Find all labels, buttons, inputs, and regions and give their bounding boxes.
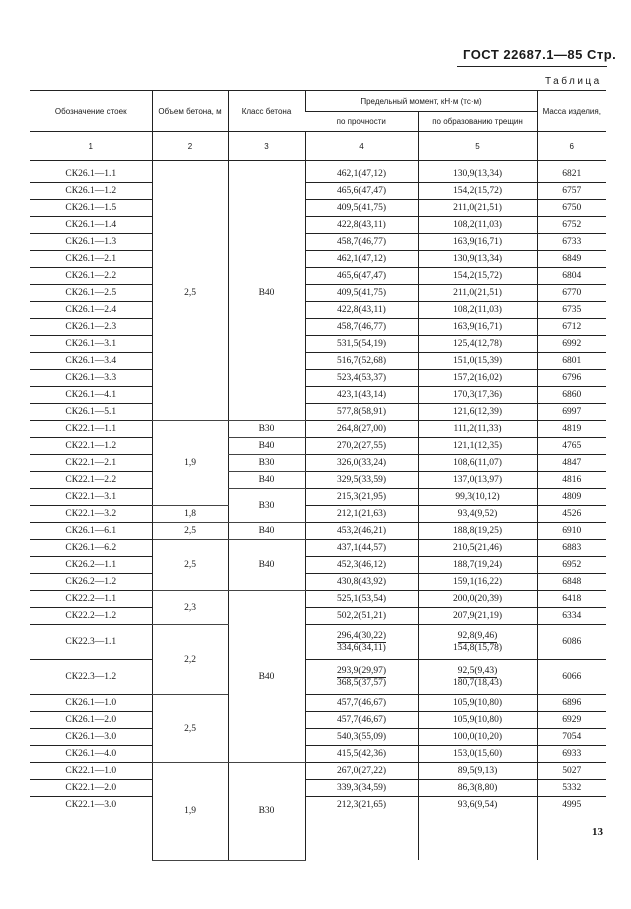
table-row bbox=[30, 780, 606, 797]
crack-moment-cell: 137,0(13,97) bbox=[418, 472, 537, 489]
crack-moment-cell: 111,2(11,33) bbox=[418, 421, 537, 438]
table-row bbox=[30, 574, 606, 591]
table-row bbox=[30, 200, 606, 217]
table-row bbox=[30, 251, 606, 268]
strength-moment-cell: 267,0(27,22) bbox=[305, 763, 418, 780]
strength-moment-cell: 462,1(47,12) bbox=[305, 251, 418, 268]
crack-moment-cell: 100,0(10,20) bbox=[418, 729, 537, 746]
strength-moment-cell: 465,6(47,47) bbox=[305, 268, 418, 285]
crack-moment-cell: 170,3(17,36) bbox=[418, 387, 537, 404]
designation-cell: СК26.1—1.2 bbox=[30, 183, 152, 200]
designation-cell: СК26.1—5.1 bbox=[30, 404, 152, 421]
designation-cell: СК26.1—3.0 bbox=[30, 729, 152, 746]
crack-moment-cell: 211,0(21,51) bbox=[418, 285, 537, 302]
strength-moment-cell bbox=[305, 625, 418, 660]
strength-moment-cell: 458,7(46,77) bbox=[305, 234, 418, 251]
column-number: 4 bbox=[305, 132, 418, 161]
header-mass: Масса изделия, bbox=[537, 91, 606, 132]
crack-moment-cell: 188,7(19,24) bbox=[418, 557, 537, 574]
crack-moment-cell: 188,8(19,25) bbox=[418, 523, 537, 540]
strength-moment-cell: 415,5(42,36) bbox=[305, 746, 418, 763]
strength-moment-cell: 270,2(27,55) bbox=[305, 438, 418, 455]
strength-moment-cell: 437,1(44,57) bbox=[305, 540, 418, 557]
mass-cell: 4526 bbox=[537, 506, 606, 523]
table-row bbox=[30, 729, 606, 746]
mass-cell: 7054 bbox=[537, 729, 606, 746]
designation-cell: СК22.3—1.1 bbox=[30, 625, 152, 660]
strength-moment-cell: 523,4(53,37) bbox=[305, 370, 418, 387]
page-number: 13 bbox=[592, 826, 603, 838]
crack-moment-cell: 93,4(9,52) bbox=[418, 506, 537, 523]
mass-cell: 6733 bbox=[537, 234, 606, 251]
table-row bbox=[30, 695, 606, 712]
strength-moment-cell: 326,0(33,24) bbox=[305, 455, 418, 472]
designation-cell: СК22.1—1.0 bbox=[30, 763, 152, 780]
designation-cell: СК26.2—1.1 bbox=[30, 557, 152, 574]
crack-moment-cell: 154,2(15,72) bbox=[418, 183, 537, 200]
volume-cell: 1,8 bbox=[152, 506, 228, 523]
mass-cell: 6997 bbox=[537, 404, 606, 421]
mass-cell: 6418 bbox=[537, 591, 606, 608]
strength-moment-cell: 453,2(46,21) bbox=[305, 523, 418, 540]
crack-moment-cell: 211,0(21,51) bbox=[418, 200, 537, 217]
header-crack: по образованию трещин bbox=[418, 112, 537, 132]
crack-moment-cell: 157,2(16,02) bbox=[418, 370, 537, 387]
table-row bbox=[30, 319, 606, 336]
table-body bbox=[30, 161, 606, 861]
crack-moment-cell: 121,1(12,35) bbox=[418, 438, 537, 455]
table-row bbox=[30, 183, 606, 200]
crack-moment-cell: 108,2(11,03) bbox=[418, 217, 537, 234]
volume-cell: 1,9 bbox=[152, 763, 228, 861]
mass-cell: 6712 bbox=[537, 319, 606, 336]
mass-cell: 4995 bbox=[537, 797, 606, 861]
designation-cell: СК22.1—3.0 bbox=[65, 800, 117, 810]
strength-moment-cell: 212,1(21,63) bbox=[305, 506, 418, 523]
crack-moment-cell: 108,6(11,07) bbox=[418, 455, 537, 472]
volume-cell: 2,3 bbox=[152, 591, 228, 625]
table-row bbox=[30, 660, 606, 695]
crack-moment-cell: 200,0(20,39) bbox=[418, 591, 537, 608]
strength-moment-cell: 423,1(43,14) bbox=[305, 387, 418, 404]
class-cell: В40 bbox=[228, 161, 305, 421]
crack-moment-cell: 153,0(15,60) bbox=[418, 746, 537, 763]
mass-cell: 4809 bbox=[537, 489, 606, 506]
table-row bbox=[30, 336, 606, 353]
strength-moment-cell: 329,5(33,59) bbox=[305, 472, 418, 489]
designation-cell: СК26.1—1.3 bbox=[30, 234, 152, 251]
mass-cell: 6849 bbox=[537, 251, 606, 268]
strength-moment-cell: 502,2(51,21) bbox=[305, 608, 418, 625]
crack-moment-cell: 210,5(21,46) bbox=[418, 540, 537, 557]
table-row bbox=[30, 404, 606, 421]
mass-cell: 6848 bbox=[537, 574, 606, 591]
mass-cell: 6334 bbox=[537, 608, 606, 625]
designation-cell: СК26.1—1.1 bbox=[30, 161, 152, 183]
crack-moment-cell: 93,6(9,54) bbox=[418, 797, 537, 861]
crack-moment-cell: 154,2(15,72) bbox=[418, 268, 537, 285]
table-row bbox=[30, 302, 606, 319]
table-row bbox=[30, 608, 606, 625]
table-row bbox=[30, 421, 606, 438]
table-row bbox=[30, 763, 606, 780]
designation-cell: СК26.1—1.4 bbox=[30, 217, 152, 234]
standard-header: ГОСТ 22687.1—85 Стр. bbox=[463, 47, 617, 62]
crack-moment-cell: 130,9(13,34) bbox=[418, 161, 537, 183]
mass-cell: 4847 bbox=[537, 455, 606, 472]
mass-cell: 6796 bbox=[537, 370, 606, 387]
strength-moment-cell: 264,8(27,00) bbox=[305, 421, 418, 438]
header-moment: Предельный момент, кН·м (тс·м) bbox=[305, 91, 537, 112]
mass-cell: 4816 bbox=[537, 472, 606, 489]
volume-cell: 2,5 bbox=[152, 161, 228, 421]
crack-moment-cell: 130,9(13,34) bbox=[418, 251, 537, 268]
table-row bbox=[30, 455, 606, 472]
class-cell: В40 bbox=[228, 472, 305, 489]
mass-cell: 6821 bbox=[537, 161, 606, 183]
crack-moment-cell: 86,3(8,80) bbox=[418, 780, 537, 797]
mass-cell: 4819 bbox=[537, 421, 606, 438]
table-row bbox=[30, 506, 606, 523]
strength-moment-cell: 422,8(43,11) bbox=[305, 302, 418, 319]
mass-cell: 6801 bbox=[537, 353, 606, 370]
strength-moment-cell bbox=[305, 660, 418, 695]
mass-cell: 6896 bbox=[537, 695, 606, 712]
designation-cell: СК26.1—4.0 bbox=[30, 746, 152, 763]
crack-moment-cell: 99,3(10,12) bbox=[418, 489, 537, 506]
designation-cell: СК26.2—1.2 bbox=[30, 574, 152, 591]
volume-cell: 2,2 bbox=[152, 625, 228, 695]
table-row bbox=[30, 557, 606, 574]
table-row bbox=[30, 370, 606, 387]
table-label: Таблица bbox=[545, 76, 602, 87]
designation-cell: СК26.1—4.1 bbox=[30, 387, 152, 404]
strength-moment-value: 293,9(29,97) bbox=[336, 665, 387, 676]
designation-cell: СК26.1—2.3 bbox=[30, 319, 152, 336]
designation-cell: СК22.1—1.2 bbox=[30, 438, 152, 455]
mass-cell: 6860 bbox=[537, 387, 606, 404]
class-cell: В30 bbox=[228, 421, 305, 438]
table-row bbox=[30, 217, 606, 234]
table-row bbox=[30, 797, 606, 861]
mass-cell: 6952 bbox=[537, 557, 606, 574]
mass-cell: 6992 bbox=[537, 336, 606, 353]
designation-cell: СК26.1—3.1 bbox=[30, 336, 152, 353]
designation-cell: СК22.1—2.0 bbox=[30, 780, 152, 797]
crack-moment-cell: 151,0(15,39) bbox=[418, 353, 537, 370]
crack-moment-value: 92,5(9,43) bbox=[457, 665, 498, 676]
crack-moment-value: 154,8(15,78) bbox=[452, 642, 503, 653]
strength-moment-cell: 462,1(47,12) bbox=[305, 161, 418, 183]
designation-cell: СК26.1—2.5 bbox=[30, 285, 152, 302]
mass-cell: 6757 bbox=[537, 183, 606, 200]
designation-cell: СК26.1—2.4 bbox=[30, 302, 152, 319]
table-row bbox=[30, 746, 606, 763]
designation-cell: СК26.1—2.0 bbox=[30, 712, 152, 729]
column-number: 3 bbox=[228, 132, 305, 161]
designation-cell: СК22.1—3.1 bbox=[30, 489, 152, 506]
mass-cell: 6910 bbox=[537, 523, 606, 540]
strength-moment-cell: 457,7(46,67) bbox=[305, 712, 418, 729]
table-row bbox=[30, 591, 606, 608]
column-number: 2 bbox=[152, 132, 228, 161]
mass-cell: 6752 bbox=[537, 217, 606, 234]
table-row bbox=[30, 268, 606, 285]
mass-cell: 6933 bbox=[537, 746, 606, 763]
volume-cell: 2,5 bbox=[152, 540, 228, 591]
crack-moment-cell bbox=[418, 625, 537, 660]
volume-cell: 2,5 bbox=[152, 695, 228, 763]
strength-moment-cell: 422,8(43,11) bbox=[305, 217, 418, 234]
class-cell: В30 bbox=[228, 455, 305, 472]
table-row bbox=[30, 489, 606, 506]
mass-cell: 6929 bbox=[537, 712, 606, 729]
column-number: 5 bbox=[418, 132, 537, 161]
strength-moment-cell: 540,3(55,09) bbox=[305, 729, 418, 746]
mass-cell: 5027 bbox=[537, 763, 606, 780]
crack-moment-cell: 125,4(12,78) bbox=[418, 336, 537, 353]
mass-cell: 6770 bbox=[537, 285, 606, 302]
mass-cell: 6086 bbox=[537, 625, 606, 660]
crack-moment-cell: 105,9(10,80) bbox=[418, 695, 537, 712]
strength-moment-value: 368,5(37,57) bbox=[336, 677, 387, 688]
specification-table bbox=[30, 90, 606, 861]
crack-moment-cell: 207,9(21,19) bbox=[418, 608, 537, 625]
crack-moment-cell: 89,5(9,13) bbox=[418, 763, 537, 780]
designation-cell: СК26.1—3.4 bbox=[30, 353, 152, 370]
column-number: 1 bbox=[30, 132, 152, 161]
designation-cell: СК22.1—2.1 bbox=[30, 455, 152, 472]
strength-moment-cell: 458,7(46,77) bbox=[305, 319, 418, 336]
designation-cell: СК22.3—1.2 bbox=[30, 660, 152, 695]
designation-cell: СК22.2—1.2 bbox=[30, 608, 152, 625]
crack-moment-cell: 159,1(16,22) bbox=[418, 574, 537, 591]
strength-moment-cell: 409,5(41,75) bbox=[305, 285, 418, 302]
strength-moment-value: 296,4(30,22) bbox=[336, 630, 387, 641]
table-row bbox=[30, 353, 606, 370]
designation-cell: СК26.1—6.1 bbox=[30, 523, 152, 540]
strength-moment-cell: 215,3(21,95) bbox=[305, 489, 418, 506]
column-number: 6 bbox=[537, 132, 606, 161]
table-row bbox=[30, 712, 606, 729]
designation-cell: СК26.1—2.1 bbox=[30, 251, 152, 268]
designation-cell: СК22.1—1.1 bbox=[30, 421, 152, 438]
crack-moment-value: 180,7(18,43) bbox=[452, 677, 503, 688]
strength-moment-cell: 409,5(41,75) bbox=[305, 200, 418, 217]
mass-cell: 6735 bbox=[537, 302, 606, 319]
class-cell: В40 bbox=[228, 540, 305, 591]
table-row bbox=[30, 540, 606, 557]
class-cell: В30 bbox=[228, 489, 305, 523]
header-class: Класс бетона bbox=[228, 91, 305, 132]
strength-moment-cell: 457,7(46,67) bbox=[305, 695, 418, 712]
strength-moment-cell: 525,1(53,54) bbox=[305, 591, 418, 608]
table-row bbox=[30, 234, 606, 251]
class-cell: В30 bbox=[228, 763, 305, 861]
strength-moment-value: 334,6(34,11) bbox=[337, 642, 386, 653]
designation-cell: СК26.1—3.3 bbox=[30, 370, 152, 387]
class-cell: В40 bbox=[228, 438, 305, 455]
header-rule bbox=[457, 66, 607, 67]
table-row bbox=[30, 438, 606, 455]
strength-moment-cell: 452,3(46,12) bbox=[305, 557, 418, 574]
crack-moment-cell: 163,9(16,71) bbox=[418, 234, 537, 251]
designation-cell: СК26.1—6.2 bbox=[30, 540, 152, 557]
crack-moment-cell bbox=[418, 660, 537, 695]
header-volume: Объем бетона, м bbox=[152, 91, 228, 132]
crack-moment-cell: 163,9(16,71) bbox=[418, 319, 537, 336]
designation-cell: СК26.1—2.2 bbox=[30, 268, 152, 285]
volume-cell: 1,9 bbox=[152, 421, 228, 506]
table-row bbox=[30, 625, 606, 660]
designation-cell: СК22.1—2.2 bbox=[30, 472, 152, 489]
mass-cell: 6066 bbox=[537, 660, 606, 695]
designation-cell: СК22.2—1.1 bbox=[30, 591, 152, 608]
designation-cell: СК26.1—1.0 bbox=[30, 695, 152, 712]
header-designation: Обозначение стоек bbox=[30, 91, 152, 132]
header-strength: по прочности bbox=[305, 112, 418, 132]
strength-moment-cell: 339,3(34,59) bbox=[305, 780, 418, 797]
strength-moment-cell: 577,8(58,91) bbox=[305, 404, 418, 421]
strength-moment-cell: 430,8(43,92) bbox=[305, 574, 418, 591]
strength-moment-cell: 516,7(52,68) bbox=[305, 353, 418, 370]
crack-moment-cell: 121,6(12,39) bbox=[418, 404, 537, 421]
strength-moment-cell: 465,6(47,47) bbox=[305, 183, 418, 200]
crack-moment-cell: 105,9(10,80) bbox=[418, 712, 537, 729]
strength-moment-cell: 212,3(21,65) bbox=[305, 797, 418, 861]
mass-cell: 6750 bbox=[537, 200, 606, 217]
crack-moment-value: 92,8(9,46) bbox=[457, 630, 498, 641]
volume-cell: 2,5 bbox=[152, 523, 228, 540]
table-row bbox=[30, 523, 606, 540]
table-row bbox=[30, 285, 606, 302]
designation-cell: СК26.1—1.5 bbox=[30, 200, 152, 217]
mass-cell: 4765 bbox=[537, 438, 606, 455]
crack-moment-cell: 108,2(11,03) bbox=[418, 302, 537, 319]
designation-cell: СК22.1—3.2 bbox=[30, 506, 152, 523]
mass-cell: 6883 bbox=[537, 540, 606, 557]
class-cell: В40 bbox=[228, 523, 305, 540]
table-row bbox=[30, 161, 606, 183]
mass-cell: 5332 bbox=[537, 780, 606, 797]
table-row bbox=[30, 387, 606, 404]
table-row bbox=[30, 472, 606, 489]
strength-moment-cell: 531,5(54,19) bbox=[305, 336, 418, 353]
mass-cell: 6804 bbox=[537, 268, 606, 285]
class-cell: В40 bbox=[228, 591, 305, 763]
